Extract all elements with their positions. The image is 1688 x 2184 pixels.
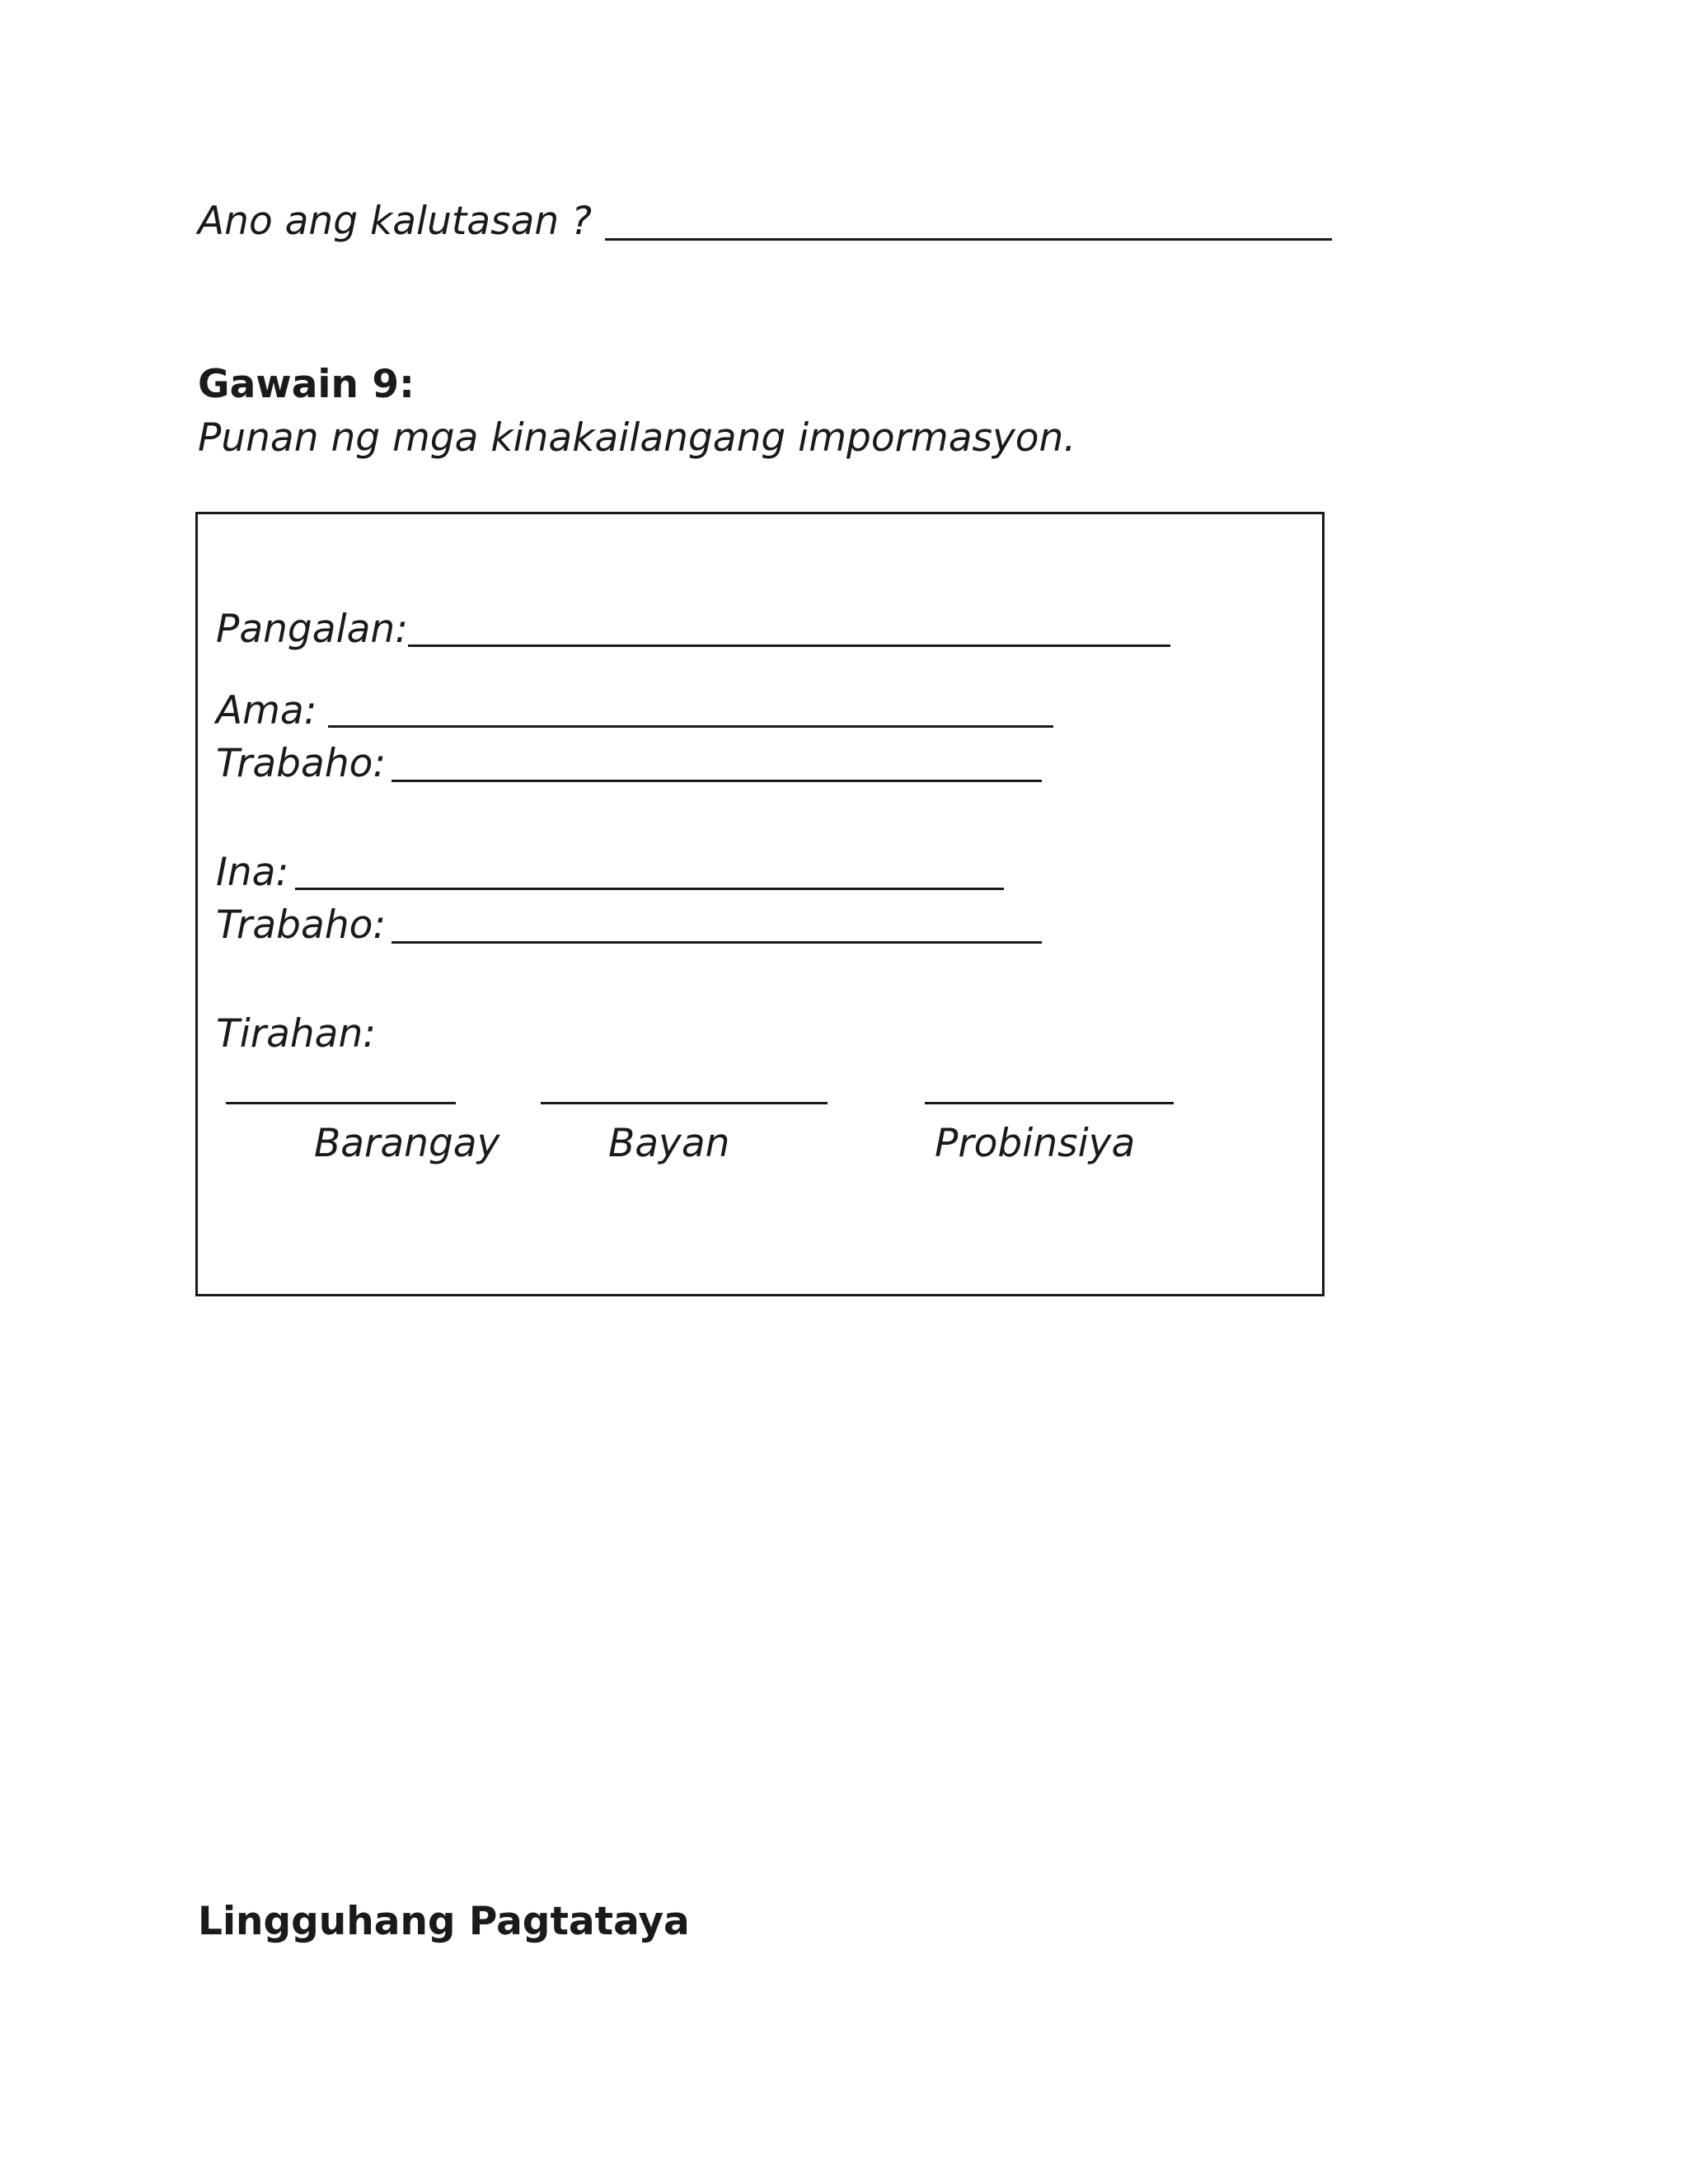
father-blank-line[interactable] — [328, 725, 1053, 728]
name-label: Pangalan: — [216, 607, 409, 652]
province-blank-line[interactable] — [925, 1102, 1174, 1104]
name-blank-line[interactable] — [408, 644, 1170, 647]
mother-blank-line[interactable] — [295, 888, 1004, 890]
father-job-label: Trabaho: — [216, 741, 387, 786]
mother-job-label: Trabaho: — [216, 902, 387, 948]
barangay-caption: Barangay — [314, 1121, 500, 1166]
weekly-assessment-heading: Lingguhang Pagtataya — [198, 1899, 690, 1944]
barangay-blank-line[interactable] — [226, 1102, 456, 1104]
activity-title: Gawain 9: — [198, 362, 415, 407]
province-caption: Probinsiya — [935, 1121, 1136, 1166]
answer-blank-line[interactable] — [605, 238, 1332, 241]
question-label: Ano ang kalutasan ? — [198, 199, 593, 244]
town-caption: Bayan — [608, 1121, 730, 1166]
address-label: Tirahan: — [216, 1011, 377, 1057]
father-job-blank-line[interactable] — [392, 780, 1042, 782]
town-blank-line[interactable] — [541, 1102, 828, 1104]
mother-label: Ina: — [216, 850, 289, 895]
mother-job-blank-line[interactable] — [392, 941, 1042, 944]
activity-instruction: Punan ng mga kinakailangang impormasyon. — [198, 415, 1076, 461]
father-label: Ama: — [216, 688, 317, 733]
